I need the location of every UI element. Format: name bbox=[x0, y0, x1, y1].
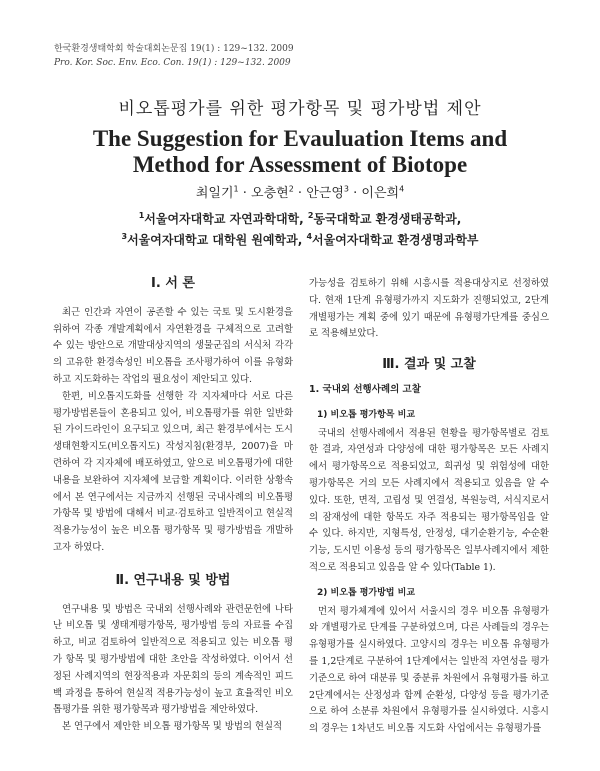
paragraph: 한편, 비오톱지도화를 선행한 각 지자체마다 서로 다른 평가방법론들이 혼용되고 있어, 비오톱평가를 위한 일반화된 가이드라인이 요구되고 있으며, 최근 환경부에서는 도시생태현황지도(비오톱지도) 작성지침(환경부, 2007)을 마련하여 각 지자체에 배포하였고, 앞으로 비오톱평가에 대한 내용을 보완하여 지자체에 보급할 계획이다. 이러한 상황속에서 본 연구에서는 지금까지 선행된 국내사례의 비오톱평가항목 및 방법에 대해서 비교·검토하고 일반적이고 현실적 적용가능성이 높은 비오톱 평가항목 및 평가방법을 개발하고자 하였다. bbox=[53, 390, 293, 553]
section-heading-introduction: Ⅰ. 서 론 bbox=[151, 276, 195, 291]
journal-header bbox=[54, 42, 454, 70]
right-column bbox=[309, 276, 549, 738]
author: 이은희$^4$ bbox=[361, 184, 405, 201]
paragraph: 국내의 선행사례에서 적용된 현황을 평가항목별로 검토한 결과, 자연성과 다양성에 대한 평가항목은 모든 사례지에서 평가항목으로 적용되었고, 희귀성 및 위험성에 대한 평가항목은 거의 모든 사례지에서 적용되고 있음을 알 수 있다. 또한, 면적, 고립성 및 연결성, 복원능력, 서식지로서의 잠재성에 대한 항목도 자주 적용되는 평가항목임을 알 수 있다. 하지만, 지형특성, 안정성, 대기순환기능, 수순환기능, 도시민 이용성 등의 평가항목은 일부사례지에서 제한적으로 적용되고 있음을 알 수 있다(Table 1). bbox=[309, 427, 549, 573]
author: 오충현$^2$ bbox=[251, 184, 294, 201]
subsubsection-heading: 1) 비오톱 평가항목 비교 bbox=[317, 409, 416, 420]
section-heading-results: Ⅲ. 결과 및 고찰 bbox=[382, 357, 476, 373]
subsubsection-heading: 2) 비오톱 평가방법 비교 bbox=[317, 587, 416, 598]
paragraph: 본 연구에서 제안한 비오톱 평가항목 및 방법의 현실적 bbox=[62, 721, 283, 733]
journal-citation-korean: 한국환경생태학회 학술대회논문집 19(1) : 129~132. 2009 bbox=[54, 44, 294, 54]
paragraph: 최근 인간과 자연이 공존할 수 있는 국토 및 도시환경을 위하여 각종 개발계획에서 자연환경을 구체적으로 고려할 수 있는 방안으로 개발대상지역의 생물군집의 서식처 각각의 고유한 환경속성인 비오톱을 조사평가하여 이를 유형화하고 지도화하는 작업의 필요성이 제안되고 있다. bbox=[53, 306, 293, 385]
author-separator: · bbox=[293, 186, 307, 201]
author-list bbox=[0, 182, 600, 201]
paper-title-english: The Suggestion for Evauluation Items and Method for Assessment of Biotope bbox=[92, 126, 508, 177]
affiliation-line: $^3$서울여자대학교 대학원 원예학과, $^4$서울여자대학교 환경생명과학부 bbox=[121, 232, 479, 247]
section-heading-methods: Ⅱ. 연구내용 및 방법 bbox=[115, 572, 231, 588]
subsection-heading: 1. 국내외 선행사례의 고찰 bbox=[309, 383, 421, 395]
author-separator: · bbox=[348, 186, 362, 201]
paragraph: 연구내용 및 방법은 국내외 선행사례와 관련문헌에 나타난 비오톱 및 생태계평가항목, 평가방법 등의 자료를 수집하고, 비교 검토하여 일반적으로 적용되고 있는 비오톱 평가 항목 및 평가방법에 대한 초안을 작성하였다. 이어서 선정된 사례지역의 현장적용과 자문회의 등의 계속적인 피드백 과정을 통하여 현실적 적용가능성이 높고 효율적인 비오톱평가를 위한 평가항목과 평가방법을 제안하였다. bbox=[53, 603, 293, 716]
author-separator: · bbox=[238, 186, 252, 201]
affiliation-line: $^1$서울여자대학교 자연과학대학, $^2$동국대학교 환경생태공학과, bbox=[138, 211, 462, 226]
paper-title-korean: 비오톱평가를 위한 평가항목 및 평가방법 제안 bbox=[118, 99, 482, 119]
paragraph: 먼저 평가체계에 있어서 서울시의 경우 비오톱 유형평가와 개별평가로 단계를 구분하였으며, 다른 사례들의 경우는 유형평가를 실시하였다. 고양시의 경우는 비오톱 유형평가를 1,2단계로 구분하여 1단계에서는 일반적 자연성을 평가기준으로 하여 대분류 및 중분류 차원에서 유형평가를 하고 2단계에서는 산정성과 함께 순환성, 다양성 등을 평가기준으로 하여 소분류 차원에서 유형평가를 실시하였다. 시흥시의 경우는 1차년도 비오톱 지도화 사업에서는 유형평가를 bbox=[309, 605, 549, 735]
author: 안근영$^3$ bbox=[306, 184, 349, 201]
paragraph: 가능성을 검토하기 위해 시흥시를 적용대상지로 선정하였다. 현재 1단계 유형평가까지 지도화가 진행되었고, 2단계 개별평가는 계획 중에 있기 때문에 유형평가단계를 중심으로 적용해보았다. bbox=[309, 278, 549, 340]
author: 최일기$^1$ bbox=[195, 184, 239, 201]
journal-citation-english: Pro. Kor. Soc. Env. Eco. Con. 19(1) : 129~132. 2009 bbox=[54, 58, 291, 68]
left-column bbox=[53, 276, 293, 736]
